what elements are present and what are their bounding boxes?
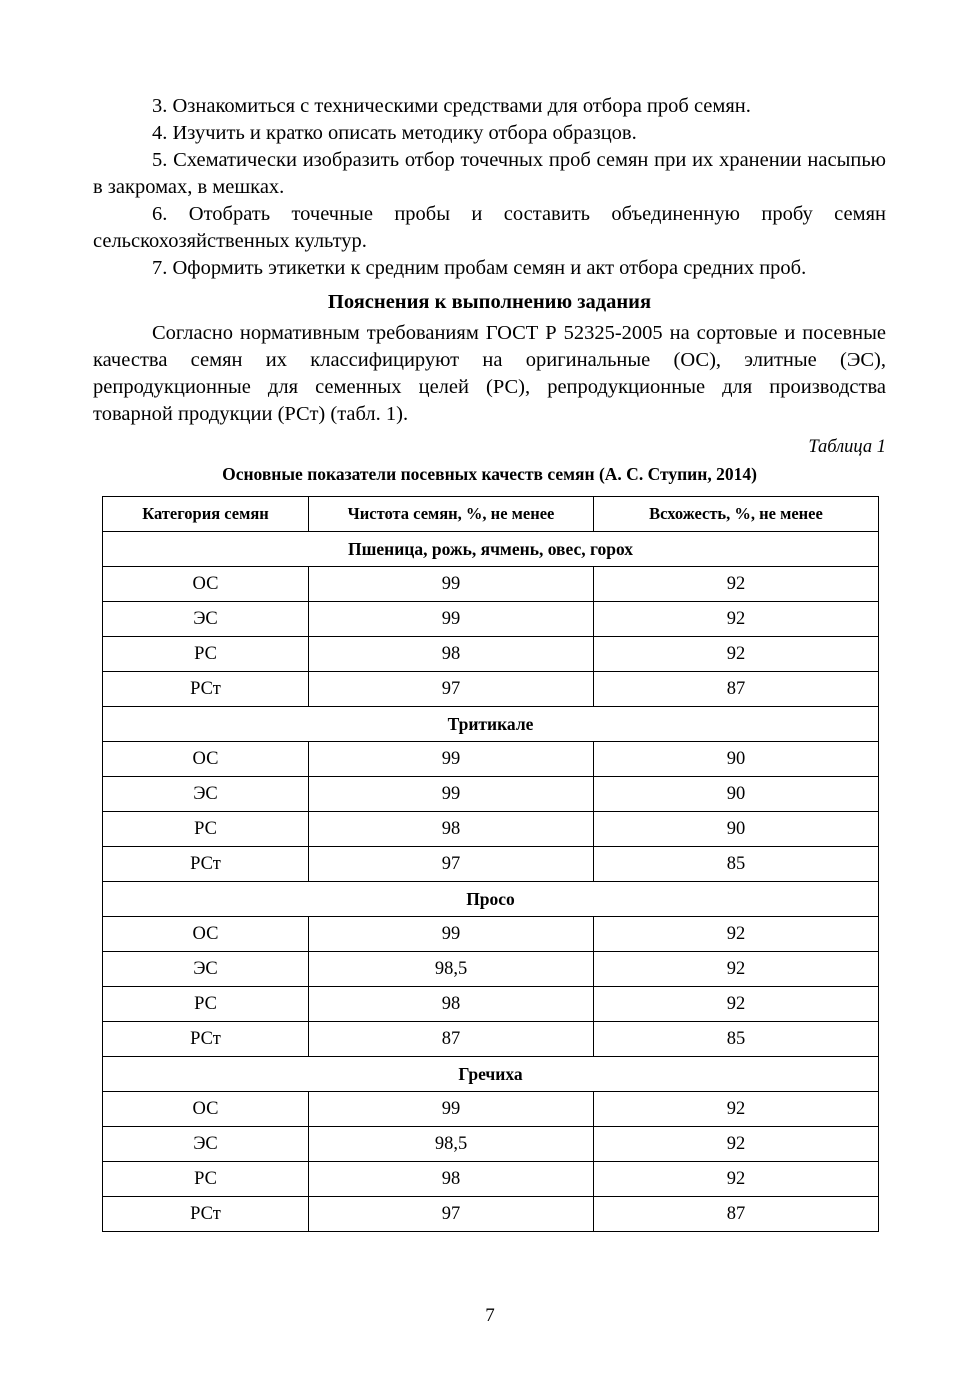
table-row bbox=[103, 847, 879, 882]
germination-cell: 92 bbox=[594, 1127, 879, 1162]
purity-cell: 97 bbox=[309, 847, 594, 882]
table-row bbox=[103, 1127, 879, 1162]
body-paragraph: Согласно нормативным требованиям ГОСТ Р 52325-2005 на сортовые и посевные качества семян их классифицируют на оригинальные (ОС), элитные (ЭС), репродукционные для семенных целей (РС), репродукционные для производства товарной продукции (РСт) (табл. 1). bbox=[93, 322, 886, 425]
table-row bbox=[103, 1197, 879, 1232]
list-item: 5. Схематически изобразить отбор точечных проб семян при их хранении насыпью в закромах, в мешках. bbox=[93, 149, 886, 198]
page-number: 7 bbox=[485, 1305, 495, 1326]
germination-cell: 87 bbox=[594, 672, 879, 707]
group-row bbox=[103, 882, 879, 917]
purity-cell: 99 bbox=[309, 777, 594, 812]
purity-cell: 98 bbox=[309, 637, 594, 672]
purity-cell: 99 bbox=[309, 742, 594, 777]
category-cell: ОС bbox=[103, 567, 309, 602]
germination-cell: 85 bbox=[594, 847, 879, 882]
group-row bbox=[103, 707, 879, 742]
category-cell: ОС bbox=[103, 917, 309, 952]
table-row bbox=[103, 567, 879, 602]
germination-cell: 85 bbox=[594, 1022, 879, 1057]
header-germination: Всхожесть, %, не менее bbox=[594, 497, 879, 532]
category-cell: ОС bbox=[103, 1092, 309, 1127]
table-row bbox=[103, 672, 879, 707]
category-cell: РС bbox=[103, 987, 309, 1022]
germination-cell: 92 bbox=[594, 1092, 879, 1127]
germination-cell: 92 bbox=[594, 1162, 879, 1197]
purity-cell: 99 bbox=[309, 567, 594, 602]
purity-cell: 98,5 bbox=[309, 952, 594, 987]
category-cell: РСт bbox=[103, 1197, 309, 1232]
purity-cell: 98 bbox=[309, 987, 594, 1022]
purity-cell: 87 bbox=[309, 1022, 594, 1057]
category-cell: ЭС bbox=[103, 952, 309, 987]
table-row bbox=[103, 917, 879, 952]
germination-cell: 87 bbox=[594, 1197, 879, 1232]
task-list bbox=[93, 93, 886, 282]
category-cell: РС bbox=[103, 1162, 309, 1197]
category-cell: ОС bbox=[103, 742, 309, 777]
seed-quality-table bbox=[102, 496, 879, 1232]
table-row bbox=[103, 952, 879, 987]
purity-cell: 97 bbox=[309, 672, 594, 707]
purity-cell: 98 bbox=[309, 812, 594, 847]
group-row bbox=[103, 1057, 879, 1092]
category-cell: ЭС bbox=[103, 1127, 309, 1162]
list-item: 3. Ознакомиться с техническими средствами для отбора проб семян. bbox=[152, 95, 751, 117]
category-cell: РС bbox=[103, 637, 309, 672]
list-item: 6. Отобрать точечные пробы и составить объединенную пробу семян сельскохозяйственных культур. bbox=[93, 203, 886, 252]
table-body bbox=[103, 532, 879, 1232]
purity-cell: 97 bbox=[309, 1197, 594, 1232]
table-row bbox=[103, 1092, 879, 1127]
germination-cell: 92 bbox=[594, 952, 879, 987]
purity-cell: 99 bbox=[309, 602, 594, 637]
purity-cell: 98,5 bbox=[309, 1127, 594, 1162]
table-row bbox=[103, 1022, 879, 1057]
header-category: Категория семян bbox=[103, 497, 309, 532]
germination-cell: 92 bbox=[594, 917, 879, 952]
group-row bbox=[103, 532, 879, 567]
category-cell: ЭС bbox=[103, 602, 309, 637]
category-cell: РСт bbox=[103, 847, 309, 882]
table-row bbox=[103, 812, 879, 847]
body-text bbox=[93, 320, 886, 428]
germination-cell: 92 bbox=[594, 987, 879, 1022]
purity-cell: 99 bbox=[309, 917, 594, 952]
germination-cell: 92 bbox=[594, 602, 879, 637]
purity-cell: 98 bbox=[309, 1162, 594, 1197]
table-row bbox=[103, 742, 879, 777]
table-label: Таблица 1 bbox=[808, 437, 886, 457]
list-item: 4. Изучить и кратко описать методику отбора образцов. bbox=[152, 122, 637, 144]
table-row bbox=[103, 637, 879, 672]
category-cell: РС bbox=[103, 812, 309, 847]
list-item: 7. Оформить этикетки к средним пробам семян и акт отбора средних проб. bbox=[152, 257, 807, 279]
table-title: Основные показатели посевных качеств семян (А. С. Ступин, 2014) bbox=[222, 464, 757, 484]
purity-cell: 99 bbox=[309, 1092, 594, 1127]
table-row bbox=[103, 1162, 879, 1197]
table-row bbox=[103, 987, 879, 1022]
table-row bbox=[103, 602, 879, 637]
table-header-row bbox=[103, 497, 879, 532]
germination-cell: 90 bbox=[594, 812, 879, 847]
category-cell: РСт bbox=[103, 672, 309, 707]
category-cell: ЭС bbox=[103, 777, 309, 812]
header-purity: Чистота семян, %, не менее bbox=[309, 497, 594, 532]
category-cell: РСт bbox=[103, 1022, 309, 1057]
section-heading: Пояснения к выполнению задания bbox=[327, 291, 652, 313]
crop-group-label: Просо bbox=[103, 882, 879, 917]
crop-group-label: Гречиха bbox=[103, 1057, 879, 1092]
germination-cell: 90 bbox=[594, 777, 879, 812]
crop-group-label: Пшеница, рожь, ячмень, овес, горох bbox=[103, 532, 879, 567]
crop-group-label: Тритикале bbox=[103, 707, 879, 742]
table-row bbox=[103, 777, 879, 812]
germination-cell: 90 bbox=[594, 742, 879, 777]
germination-cell: 92 bbox=[594, 567, 879, 602]
germination-cell: 92 bbox=[594, 637, 879, 672]
